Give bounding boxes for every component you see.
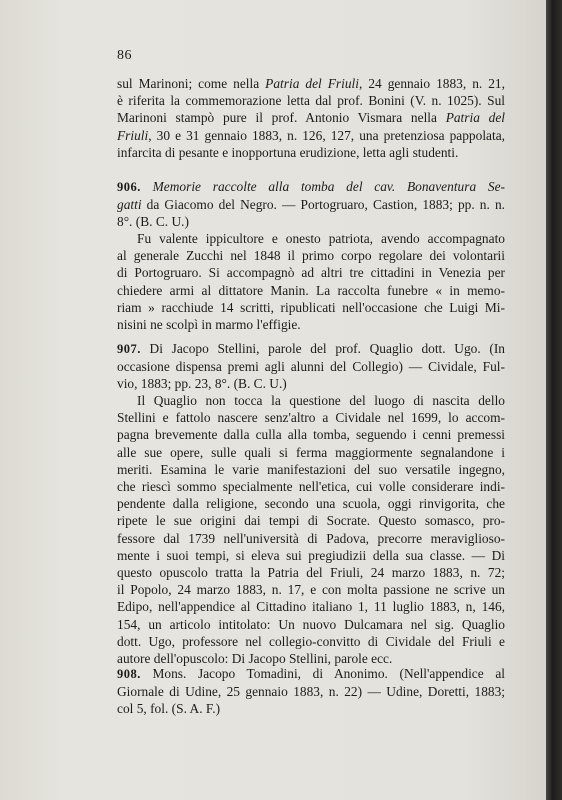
entry-907-body-8: ripete le sue origini dai tempi di Socrate. Questo somasco, pro- [117,513,505,529]
intro-line-1-c: , 24 gennaio 1883, n. 21, [358,76,505,91]
entry-906-body-4: chiedere armi al dittatore Manin. La raccolta funebre « in memo- [117,282,505,298]
entry-907-body-9: fessore dal 1739 nell'università di Padova, precorre meraviglioso- [117,530,505,546]
entry-907-body-5: meriti. Esamina le varie manifestazioni del suo versatile ingegno, [117,461,505,477]
entry-907-line-2: occasione dispensa premi agli alunni del Collegio) — Cividale, Ful- [117,359,505,375]
entry-906-line-3: 8°. (B. C. U.) [117,214,189,230]
entry-908-line-2: Giornale di Udine, 25 gennaio 1883, n. 22) — Udine, Doretti, 1883; [117,684,505,700]
entry-908-head-1: Mons. Jacopo Tomadini, di Anonimo. (Nell'appendice al [152,666,505,681]
intro-line-5: infarcita di pesante e inopportuna erudizione, letta agli studenti. [117,144,459,160]
intro-line-2: è riferita la commemorazione letta dal prof. Bonini (V. n. 1025). Sul [117,93,505,109]
entry-907-body-11: questo opuscolo tratta la Patria del Friuli, 24 marzo 1883, n. 72; [117,565,505,581]
entry-907-body-13: Edipo, nell'appendice al Cittadino italiano 1, 11 luglio 1883, n, 146, [117,599,505,615]
entry-906-body-2: al generale Zucchi nel 1848 il primo corpo regolare dei volontarii [117,248,505,264]
intro-line-4 [117,127,505,144]
entry-907-body-6: che riescì sommo specialmente nell'etica, cui volle considerare indi- [117,479,505,495]
entry-907-body-7: pendente dalla religione, secondo una scuola, oggi rinvigorita, che [117,496,505,512]
entry-906-heading [117,178,505,231]
entry-907-number: 907. [117,342,141,356]
entry-908-heading [117,665,505,718]
entry-907-body-3: pagna brevemente dalla culla alla tomba, seguendo i cenni premessi [117,427,505,443]
entry-907-body-15: dott. Ugo, professore nel collegio-convitto di Cividale del Friuli e [117,633,505,649]
intro-line-4-b: , 30 e 31 gennaio 1883, n. 126, 127, una pretenziosa pappolata, [148,127,505,143]
intro-line-1-a: sul Marinoni; come nella [117,76,266,91]
entry-907-body-12: il Popolo, 24 marzo 1883, n. 17, e con molta passione ne scrive un [117,582,505,598]
entry-907-heading [117,340,505,393]
entry-908-line-3: col 5, fol. (S. A. F.) [117,701,221,717]
entry-906-title: Memorie raccolte alla tomba del cav. Bonaventura Se- [152,179,505,194]
intro-line-4-a: Friuli [117,127,149,143]
entry-906-author-imprint: da Giacomo del Negro. — Portogruaro, Castion, 1883; pp. n. n. [141,197,505,213]
entry-906-body-5: riam » racchiude 14 scritti, ripublicati nell'occasione che Luigi Mi- [117,299,505,315]
entry-907-head-1: Di Jacopo Stellini, parole del prof. Quaglio dott. Ugo. (In [149,341,505,356]
entry-907-body-4: alle sue opere, sulle quali si ferma maggiormente segnalandone i [117,444,505,460]
intro-line-3-a: Marinoni stampò pure il prof. Antonio Vismara nella [117,110,446,126]
entry-906-title-end: gatti [117,197,142,213]
entry-907-body-16: autore dell'opuscolo: Di Jacopo Stellini, parole ecc. [117,651,393,667]
entry-907-body-10: mente i suoi tempi, si eleva sui pregiudizii della sua classe. — Di [117,547,505,563]
intro-line-1 [117,75,505,92]
page-number: 86 [117,48,132,63]
entry-906-body-6: nisini ne scolpì in marmo l'effigie. [117,317,301,333]
entry-906-body-1: Fu valente ippicultore e onesto patriota, avendo accompagnato [137,231,505,246]
intro-line-1-b: Patria del Friuli [265,76,359,91]
entry-907-body-2: Stellini e fattolo nascere senz'altro a Cividale nel 1699, lo accom- [117,410,505,426]
entry-906-line-2 [117,196,505,213]
intro-paragraph [117,75,505,161]
entry-908-line-1 [117,665,505,683]
entry-906-body-3: di Portogruaro. Si accompagnò ad altri tre cittadini in Venezia per [117,265,505,281]
entry-906-line-1 [117,178,505,196]
intro-line-3-b: Patria del [445,110,505,126]
entry-907-body-1: Il Quaglio non tocca la questione del luogo di nascita dello [137,393,505,408]
intro-line-3 [117,109,505,126]
book-binding-edge [546,0,562,800]
entry-906-number: 906. [117,180,141,194]
entry-908-number: 908. [117,667,141,681]
entry-907-line-3: vio, 1883; pp. 23, 8°. (B. C. U.) [117,376,287,392]
entry-907-line-1 [117,340,505,358]
entry-906-body [117,230,505,333]
entry-907-body-14: 154, un articolo intitolato: Un nuovo Dulcamara nel sig. Quaglio [117,616,505,632]
entry-907-body [117,392,505,667]
